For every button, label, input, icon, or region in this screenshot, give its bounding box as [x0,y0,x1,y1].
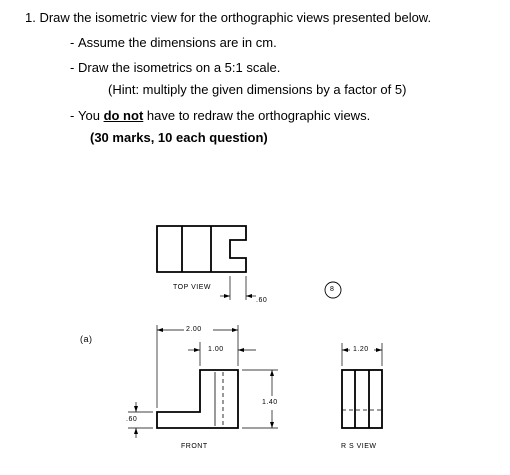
part-label: (a) [80,334,93,344]
bullet-no-redraw-pre: You [78,108,104,123]
dim-left-60: .60 [126,416,138,423]
bullet-dimensions: Assume the dimensions are in cm. [78,35,277,50]
dim-120: 1.20 [353,346,369,353]
front-label: FRONT [181,443,208,450]
dim-140: 1.40 [262,399,278,406]
bullet-scale: Draw the isometrics on a 5:1 scale. [78,60,281,75]
question-number: 1. [25,10,36,25]
question-body: Draw the isometric view for the orthographic views presented below. [39,10,432,25]
rs-view-label: R S VIEW [341,443,377,450]
bullet-dash: - [70,108,75,123]
bullet-no-redraw-emph: do not [103,108,144,123]
bullet-no-redraw-post: have to redraw the orthographic views. [143,108,371,123]
top-view-outline [157,226,246,272]
rs-view-outline [342,370,382,428]
hint-text: (Hint: multiply the given dimensions by a factor of 5) [108,82,407,97]
dim-100: 1.00 [208,346,224,353]
dim-top-60: .60 [256,297,268,304]
front-view-outline [157,370,238,428]
bullet-dash: - [70,60,75,75]
dim-200: 2.00 [186,326,202,333]
bullet-dash: - [70,35,75,50]
top-view-label: TOP VIEW [173,284,211,291]
marks-text: (30 marks, 10 each question) [90,130,268,145]
circle-label: 8 [330,286,335,293]
